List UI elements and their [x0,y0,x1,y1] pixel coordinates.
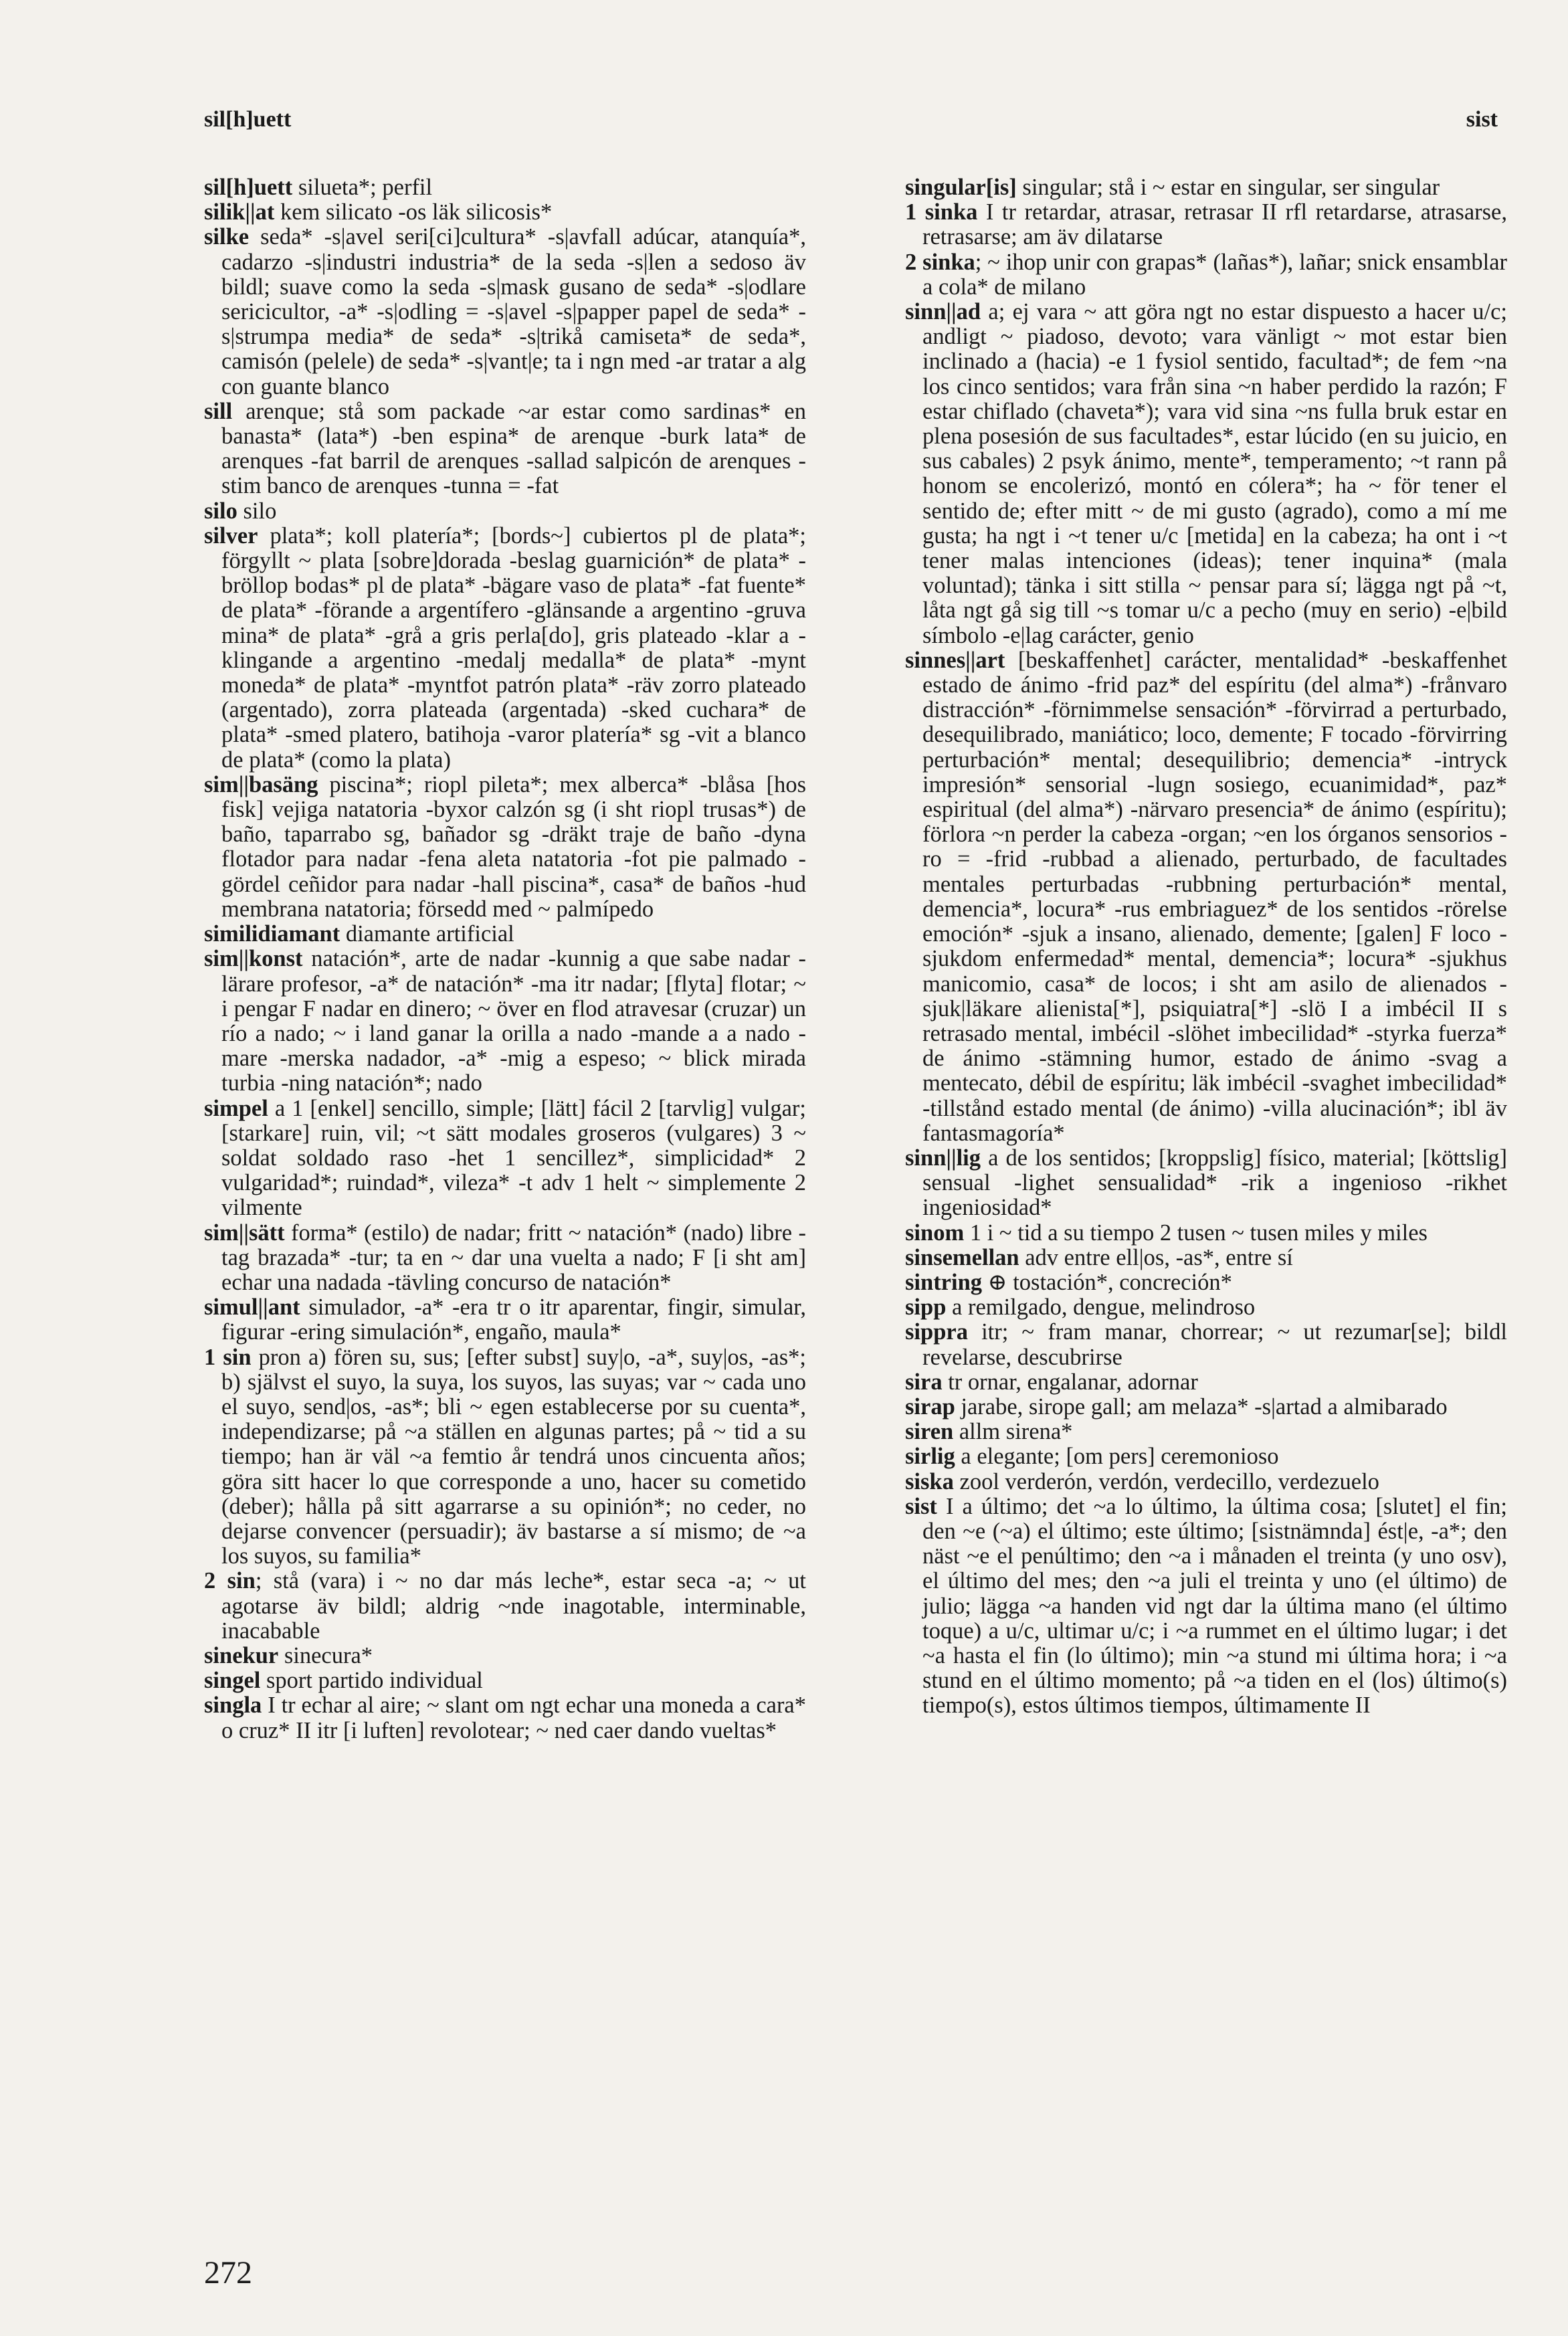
entry-headword: sinn||ad [905,299,981,325]
entry-headword: sinsemellan [905,1244,1019,1270]
entry-definition: seda* -s|avel seri[ci]cultura* -s|avfall adúcar, atanquía*, cadarzo -s|industri industria* de la seda -s|len a sedoso äv bildl; suave como la seda -s|mask gusano de seda* -s|odlare sericicultor, -a* -s|odling = -s|avel -s|papper papel de seda* -s|strumpa media* de seda* -s|trikå camiseta* de seda*, camisón (pelele) de seda* -s|vant|e; ta i ngn med -ar tratar a alg con guante blanco [221,224,806,399]
entry-definition: zool verderón, verdón, verdecillo, verdezuelo [953,1468,1379,1494]
entry-definition: plata*; koll platería*; [bords~] cubiertos pl de plata*; förgyllt ~ plata [sobre]dorada -beslag guarnición* de plata* -bröllop bodas* pl de plata* -bägare vaso de plata* -fat fuente* de plata* -förande a argentífero -glänsande a argentino -gruva mina* de plata* -grå a gris perla[do], gris plateado -klar a -klingande a argentino -medalj medalla* de plata* -mynt moneda* de plata* -myntfot patrón plata* -räv zorro plateado (argentado), zorra plateada (argentada) -sked cuchara* de plata* -smed platero, batihoja -varor platería* sg -vit a blanco de plata* (como la plata) [221,522,806,773]
entry-definition: arenque; stå som packade ~ar estar como sardinas* en banasta* (lata*) -ben espina* de arenque -burk lata* de arenques -fat barril de arenques -sallad salpicón de arenques -stim banco de arenques -tunna = -fat [221,398,806,499]
entry-headword: silo [204,498,237,524]
entry-definition: natación*, arte de nadar -kunnig a que sabe nadar -lärare profesor, -a* de natación* -ma itr nadar; [flyta] flotar; ~ i pengar F nadar en dinero; ~ över en flod atravesar (cruzar) un río a nado; ~ i land ganar la orilla a nado -mande a a nado -mare -merska nadador, -a* -mig a espeso; ~ blick mirada turbia -ning natación*; nado [221,946,806,1096]
entry-headword: sipp [905,1294,947,1321]
dictionary-entry [905,250,1507,300]
entry-headword: siren [905,1419,954,1445]
entry-headword: singla [204,1692,262,1719]
entry-headword: 2 sinka [905,249,975,275]
entry-definition: pron a) fören su, sus; [efter subst] suy|o, -a*, suy|os, -as*; b) självst el suyo, la suya, los suyos, las suyas; var ~ cada uno el suyo, send|os, -as*; bli ~ egen establecerse por su cuenta*, independizarse; på ~a ställen en algunas partes; på ~ tid a su tiempo; han är väl ~a femtio år tendrá unos cincuenta años; göra sitt hacer lo que corresponde a uno, hacer su cometido (deber); hålla på sitt agarrarse a su opinión*; no ceder, no dejarse convencer (persuadir); äv bastarse a sí mismo; de ~a los suyos, su familia* [221,1344,806,1569]
entry-definition: simulador, -a* -era tr o itr aparentar, fingir, simular, figurar -ering simulación*, engaño, maula* [221,1294,806,1345]
entry-headword: 1 sin [204,1344,252,1370]
entry-headword: silke [204,224,250,250]
entry-headword: simul||ant [204,1294,300,1321]
entry-definition: ⊕ tostación*, concreción* [982,1269,1232,1295]
dictionary-entry [204,947,806,1096]
entry-headword: sinekur [204,1642,279,1668]
entry-definition: adv entre ell|os, -as*, entre sí [1019,1244,1293,1270]
dictionary-entry [204,200,806,225]
entry-definition: a de los sentidos; [kroppslig] físico, material; [köttslig] sensual -lighet sensualidad* -rik a ingenioso -rikhet ingeniosidad* [922,1145,1507,1221]
dictionary-entry [204,1644,806,1668]
entry-headword: simpel [204,1095,268,1121]
entry-definition: silo [237,498,277,524]
running-head [204,107,1498,140]
entry-definition: singular; stå i ~ estar en singular, ser singular [1016,175,1440,200]
entry-definition: sinecura* [278,1642,373,1668]
entry-headword: silver [204,522,258,549]
dictionary-entry [905,1146,1507,1221]
entry-definition: [beskaffenhet] carácter, mentalidad* -beskaffenhet estado de ánimo -frid paz* del espíritu (del alma*) -frånvaro distracción* -förnimmelse sensación* -förvirrad a perturbado, desequilibrado, maniático; loco, demente; F tocado -förvirring perturbación* mental; desequilibrio; demencia* -intryck impresión* sensorial -lugn sosiego, ecuanimidad*, paz* espiritual (del alma*) -närvaro presencia* de ánimo (espíritu); förlora ~n perder la cabeza -organ; ~en los órganos sensorios -ro = -frid -rubbad a alienado, perturbado, de facultades mentales perturbadas -rubbning perturbación* mental, demencia*, locura* -rus embriaguez* de los sentidos -rörelse emoción* -sjuk a insano, alienado, demente; [galen] F loco -sjukdom enfermedad* mental, demencia*; locura* -sjukhus manicomio, casa* de locos; i sht am asilo de alienados -sjuk|läkare alienista[*], psiquiatra[*] -slö I a imbécil II s retrasado mental, imbécil -slöhet imbecilidad* -styrka fuerza* de ánimo -stämning humor, estado de ánimo -svag a mentecato, débil de espíritu; läk imbécil -svaghet imbecilidad* -tillstånd estado mental (de ánimo) -villa alucinación*; ibl äv fantasmagoría* [922,647,1507,1146]
entry-definition: a 1 [enkel] sencillo, simple; [lätt] fácil 2 [tarvlig] vulgar; [starkare] ruin, vil; ~t sätt modales groseros (vulgares) 3 ~ soldat soldado raso -het 1 sencillez*, simplicidad* 2 vulgaridad*; ruindad*, vileza* -t adv 1 helt ~ simplemente 2 vilmente [221,1095,806,1221]
dictionary-entry [204,922,806,947]
entry-definition: a; ej vara ~ att göra ngt no estar dispuesto a hacer u/c; andligt ~ piadoso, devoto; vara vänligt ~ mot estar bien inclinado a (hacia) -e 1 fysiol sentido, facultad*; de fem ~na los cinco sentidos; vara från sina ~n haber perdido la razón; F estar chiflado (chaveta*); vara vid sina ~ns fulla bruk estar en plena posesión de sus facultades*, estar lúcido (en su juicio, en sus cabales) 2 psyk ánimo, mente*, temperamento; ~t rann på honom se encolerizó, montó en cólera*; ha ~ för tener el sentido de; efter mitt ~ de mi gusto (agrado), como a mí me gusta; ha ngt i ~t tener u/c [metida] en la cabeza; ha ont i ~t tener malas intenciones (ideas); tener inquina* (mala voluntad); tänka i sitt stilla ~ pensar para sí; lägga ngt på ~t, låta ngt gå sig till ~s tomar u/c a pecho (muy en serio) -e|bild símbolo -e|lag carácter, genio [922,299,1507,648]
entry-definition: ; ~ ihop unir con grapas* (lañas*), lañar; snick ensamblar a cola* de milano [922,249,1508,300]
entry-definition: piscina*; riopl pileta*; mex alberca* -blåsa [hos fisk] vejiga natatoria -byxor calzón sg (i sht riopl trusas*) de baño, taparrabo sg, bañador sg -dräkt traje de baño -dyna flotador para nadar -fena aleta natatoria -fot pie palmado -gördel ceñidor para nadar -hall piscina*, casa* de baños -hud membrana natatoria; försedd med ~ palmípedo [221,771,806,922]
entry-headword: sil[h]uett [204,175,293,200]
dictionary-entry [905,1370,1507,1395]
dictionary-entry [905,1221,1507,1246]
entry-headword: sim||konst [204,946,303,972]
entry-headword: sira [905,1369,943,1395]
entry-definition: kem silicato -os läk silicosis* [274,199,553,225]
dictionary-entry [204,1096,806,1221]
page-number: 272 [204,2255,252,2291]
entry-definition: diamante artificial [340,921,514,947]
dictionary-entry [204,399,806,499]
entry-definition: itr; ~ fram manar, chorrear; ~ ut rezumar[se]; bildl revelarse, descubrirse [922,1319,1507,1370]
entry-definition: ; stå (vara) i ~ no dar más leche*, estar seca -a; ~ ut agotarse äv bildl; aldrig ~nde inagotable, interminable, inacabable [221,1568,807,1644]
entry-headword: sinn||lig [905,1145,981,1171]
dictionary-entry [905,1295,1507,1320]
entry-definition: sport partido individual [260,1668,483,1694]
dictionary-entry [204,175,806,200]
entry-headword: sinom [905,1220,965,1246]
dictionary-entry [204,524,806,773]
entry-headword: sist [905,1493,937,1519]
left-column [204,175,806,1743]
dictionary-entry [204,1569,806,1644]
entry-definition: a elegante; [om pers] ceremonioso [955,1444,1279,1470]
dictionary-entry [204,773,806,922]
entry-headword: 1 sinka [905,199,978,225]
entry-definition: I tr echar al aire; ~ slant om ngt echar una moneda a cara* o cruz* II itr [i luften] revolotear; ~ ned caer dando vueltas* [221,1692,806,1743]
entry-definition: jarabe, sirope gall; am melaza* -s|artad a almibarado [955,1393,1448,1420]
dictionary-entry [204,1345,806,1569]
dictionary-entry [905,1494,1507,1719]
dictionary-entry [905,200,1507,250]
dictionary-entry [204,225,806,399]
entry-definition: I tr retardar, atrasar, retrasar II rfl retardarse, atrasarse, retrasarse; am äv dilatarse [922,199,1507,250]
dictionary-entry [905,1246,1507,1270]
right-column [905,175,1507,1719]
dictionary-entry [204,1221,806,1296]
entry-headword: siska [905,1468,954,1494]
entry-headword: sill [204,398,233,424]
dictionary-entry [905,175,1507,200]
dictionary-entry [204,1295,806,1345]
entry-headword: sippra [905,1319,968,1345]
dictionary-entry [905,1320,1507,1369]
entry-headword: sirlig [905,1444,955,1470]
entry-headword: sim||basäng [204,771,318,797]
entry-definition: 1 i ~ tid a su tiempo 2 tusen ~ tusen miles y miles [964,1220,1428,1246]
entry-headword: sintring [905,1269,983,1295]
entry-definition: I a último; det ~a lo último, la última cosa; [slutet] el fin; den ~e (~a) el último; este último; [sistnämnda] ést|e, -a*; den näst ~e el penúltimo; den ~a i månaden el treinta (y uno osv), el último del mes; den ~a juli el treinta y uno (el último) de julio; lägga ~a handen vid ngt dar la última mano (el último toque) a u/c, ultimar u/c; i ~a rummet en el último lugar; i det ~a hasta el fin (lo último); min ~a stund mi última hora; i ~a stund en el último momento; på ~a tiden en el (los) último(s) tiempo(s), estos últimos tiempos, últimamente II [922,1493,1507,1719]
entry-definition: tr ornar, engalanar, adornar [942,1369,1198,1395]
dictionary-entry [905,300,1507,648]
dictionary-entry [905,1420,1507,1444]
entry-headword: sinnes||art [905,647,1005,673]
entry-headword: singel [204,1668,261,1694]
dictionary-entry [204,1668,806,1693]
entry-definition: a remilgado, dengue, melindroso [946,1294,1256,1321]
entry-headword: sim||sätt [204,1220,285,1246]
dictionary-entry [905,648,1507,1146]
entry-headword: 2 sin [204,1568,256,1594]
dictionary-entry [905,1270,1507,1295]
entry-definition: allm sirena* [953,1419,1073,1445]
entry-definition: forma* (estilo) de nadar; fritt ~ natación* (nado) libre -tag brazada* -tur; ta en ~ dar una vuelta a nado; F [i sht am] echar una nadada -tävling concurso de natación* [221,1220,806,1295]
dictionary-entry [204,499,806,524]
dictionary-entry [204,1693,806,1743]
entry-headword: sirap [905,1393,955,1420]
entry-definition: silueta*; perfil [292,175,433,200]
running-head-last-word: sist [1466,107,1498,132]
dictionary-entry [905,1395,1507,1420]
entry-headword: singular[is] [905,175,1017,200]
dictionary-entry [905,1470,1507,1494]
entry-headword: similidiamant [204,921,340,947]
entry-headword: silik||at [204,199,275,225]
dictionary-entry [905,1444,1507,1469]
running-head-first-word: sil[h]uett [204,107,292,132]
